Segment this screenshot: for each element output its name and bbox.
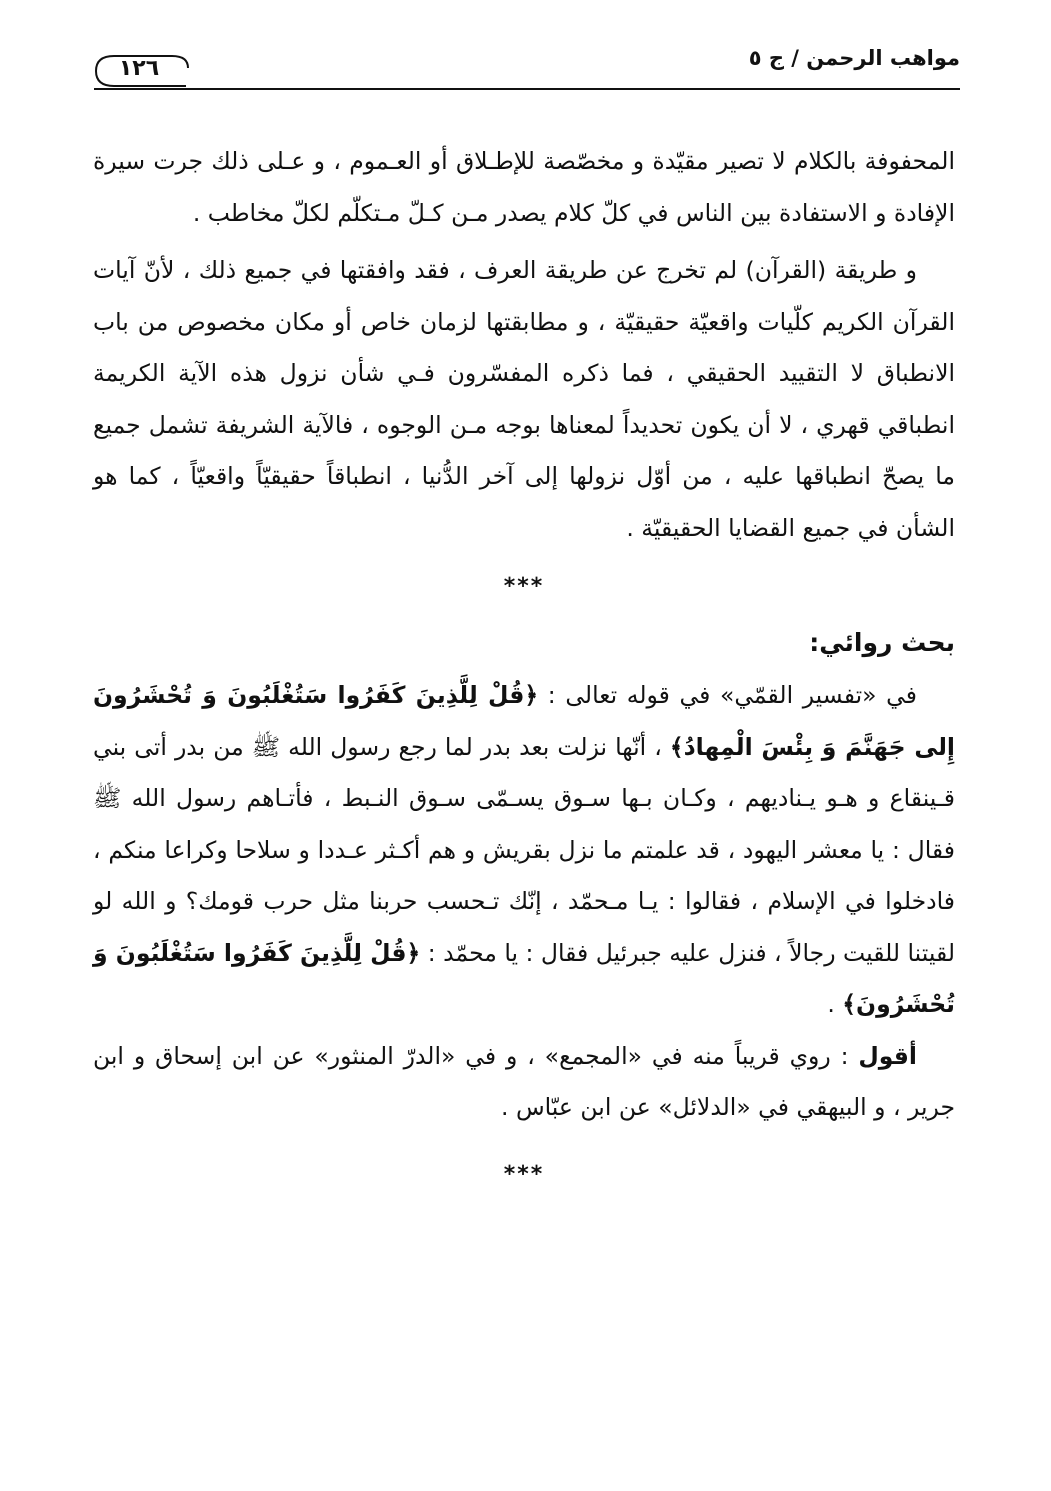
paragraph-4-text: : روي قريباً منه في «المجمع» ، و في «الدرّ المنثور» عن ابن إسحاق و ابن جرير ، و البيهقي في «الدلائل» عن ابن عبّاس . <box>93 1041 955 1121</box>
paragraph-3-end: . <box>827 990 843 1018</box>
paragraph-3 <box>93 670 955 1031</box>
section-separator-2: *** <box>503 1161 545 1187</box>
page-number: ١٢٦ <box>118 56 160 81</box>
paragraph-4 <box>93 1031 955 1134</box>
paragraph-2: و طريقة (القرآن) لم تخرج عن طريقة العرف ، فقد وافقتها في جميع ذلك ، لأنّ آيات القرآن الكريم كلّيات واقعيّة حقيقيّة ، و مطابقتها لزمان خاص أو مكان مخصوص من باب الانطباق لا التقييد الحقيقي ، فما ذكره المفسّرون فـي شأن نزول هذه الآية الكريمة انطباقي قهري ، لا أن يكون تحديداً لمعناها بوجه مـن الوجوه ، فالآية الشريفة تشمل جميع ما يصحّ انطباقها عليه ، من أوّل نزولها إلى آخر الدُّنيا ، انطباقاً حقيقيّاً واقعيّاً ، كما هو الشأن في جميع القضايا الحقيقيّة . <box>93 256 955 542</box>
section-separator: *** <box>503 574 545 599</box>
header-divider <box>94 88 960 90</box>
quran-verse-1: ﴿قُلْ لِلَّذِينَ كَفَرُوا سَتُغْلَبُونَ وَ تُحْشَرُونَ إِلى جَهَنَّمَ وَ بِئْسَ الْمِهادُ﴾ <box>93 681 955 761</box>
page-body <box>93 136 955 1204</box>
section-heading: بحث روائي: <box>809 628 955 657</box>
paragraph-1: المحفوفة بالكلام لا تصير مقيّدة و مخصّصة للإطـلاق أو العـموم ، و عـلى ذلك جرت سيرة الإفادة و الاستفادة بين الناس في كلّ كلام يصدر مـن كـلّ مـتكلّم لكلّ مخاطب . <box>93 147 955 227</box>
running-title: مواهب الرحمن / ج ٥ <box>748 46 960 70</box>
paragraph-4-lead: أقول <box>858 1041 917 1070</box>
paragraph-3-intro: في «تفسير القمّي» في قوله تعالى : <box>538 681 917 709</box>
paragraph-3-narration: ، أنّها نزلت بعد بدر لما رجع رسول الله ﷺ من بدر أتى بني قـينقاع و هـو يـناديهم ، وكـان بـها سـوق يسـمّى سـوق النـبط ، فأتـاهم رسول الله ﷺ فقال : يا معشر اليهود ، قد علمتم ما نزل بقريش و هم أكـثر عـددا و سلاحا وكراعا منكم ، فادخلوا في الإسلام ، فقالوا : يـا مـحمّد ، إنّك تـحسب حربنا مثل حرب قومك؟ و الله لو لقيتنا للقيت رجالاً ، فنزل عليه جبرئيل فقال : يا محمّد : <box>93 732 955 967</box>
page-header <box>94 28 960 82</box>
quran-verse-2: ﴿قُلْ لِلَّذِينَ كَفَرُوا سَتُغْلَبُونَ وَ تُحْشَرُونَ﴾ <box>93 938 955 1018</box>
page-number-badge <box>94 52 194 90</box>
